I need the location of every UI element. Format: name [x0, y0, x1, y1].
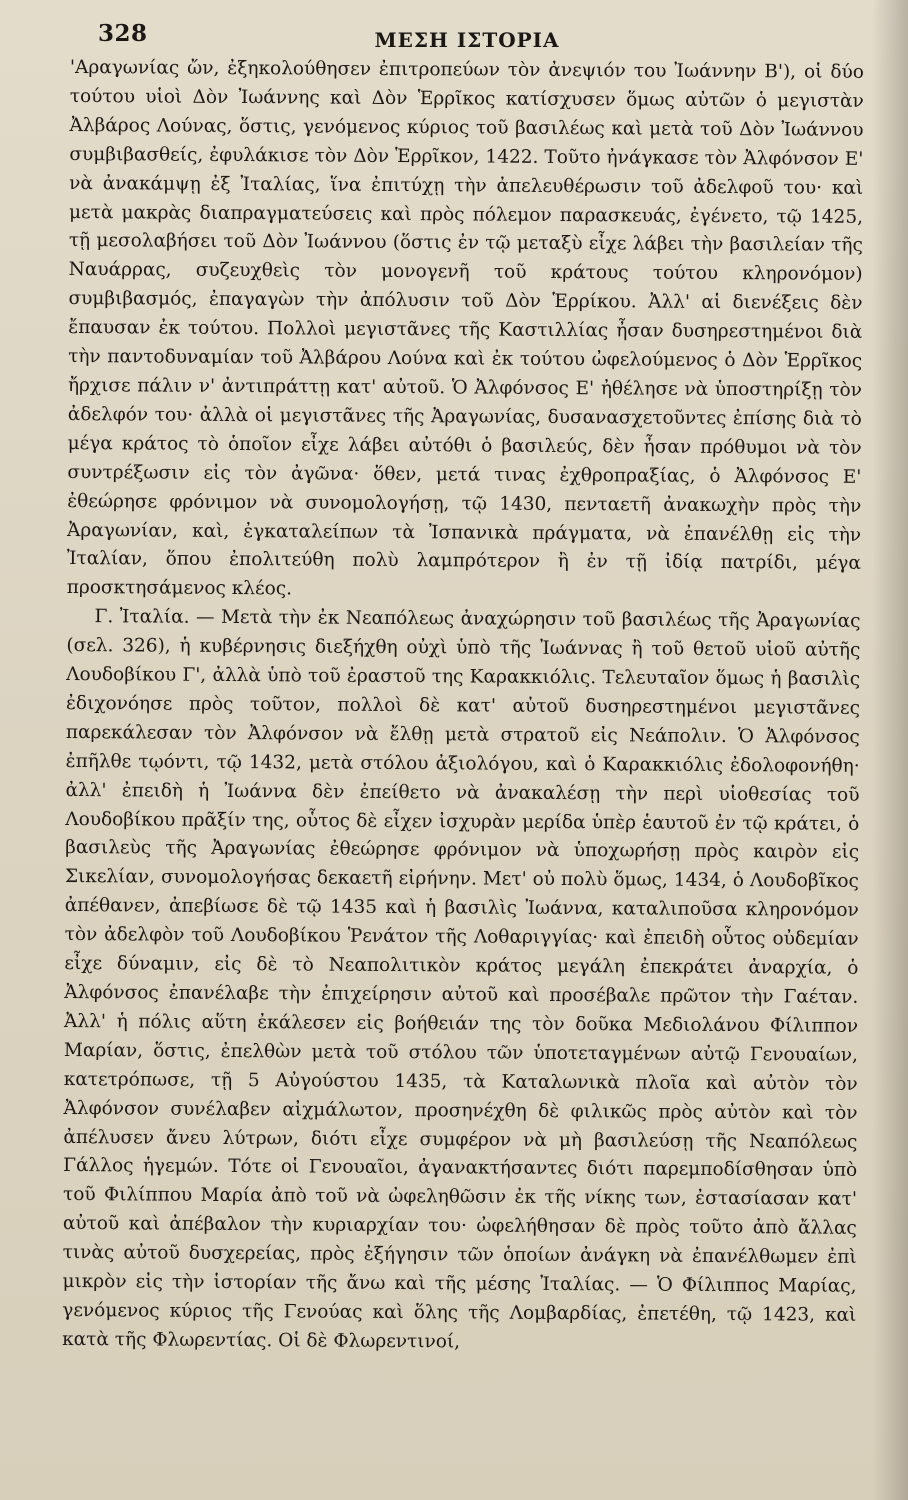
- paragraph-aragon: 'Αραγωνίας ὤν, ἐξηκολούθησεν ἐπιτροπεύων τὸν ἀνεψιόν του Ἰωάννην Β'), οἱ δύο τούτου υἱοὶ Δὸν Ἰωάννης καὶ Δὸν Ἑρρῖκος κατίσχυσεν ὅμως αὐτῶν ὁ μεγιστὰν Ἀλβάρος Λούνας, ὅστις, γενόμενος κύριος τοῦ βασιλέως καὶ μετὰ τοῦ Δὸν Ἰωάννου συμβιβασθείς, ἐφυλάκισε τὸν Δὸν Ἑρρῖκον, 1422. Τοῦτο ἠνάγκασε τὸν Ἀλφόνσον Ε' νὰ ἀνακάμψῃ ἐξ Ἰταλίας, ἵνα ἐπιτύχῃ τὴν ἀπελευθέρωσιν τοῦ ἀδελφοῦ του· καὶ μετὰ μακρὰς διαπραγματεύσεις καὶ πρὸς πόλεμον παρασκευάς, ἐγένετο, τῷ 1425, τῇ μεσολαβήσει τοῦ Δὸν Ἰωάννου (ὅστις ἐν τῷ μεταξὺ εἶχε λάβει τὴν βασιλείαν τῆς Ναυάρρας, συζευχθεὶς τὸν μονογενῆ τοῦ κράτους τούτου κληρονόμον) συμβιβασμός, ἐπαγαγὼν τὴν ἀπόλυσιν τοῦ Δὸν Ἑρρίκου. Ἀλλ' αἱ διενέξεις δὲν ἔπαυσαν ἐκ τούτου. Πολλοὶ μεγιστᾶνες τῆς Καστιλλίας ἦσαν δυσηρεστημένοι διὰ τὴν παντοδυναμίαν τοῦ Ἀλβάρου Λούνα καὶ ἐκ τούτου ὠφελούμενος ὁ Δὸν Ἑρρῖκος ἤρχισε πάλιν ν' ἀντιπράττῃ κατ' αὐτοῦ. Ὁ Ἀλφόνσος Ε' ἠθέλησε νὰ ὑποστηρίξῃ τὸν ἀδελφόν του· ἀλλὰ οἱ μεγιστᾶνες τῆς Ἀραγωνίας, δυσανασχετοῦντες ἐπίσης διὰ τὸ μέγα κράτος τὸ ὁποῖον εἶχε λάβει αὐτόθι ὁ βασιλεύς, δὲν ἦσαν πρόθυμοι νὰ τὸν συντρέξωσιν εἰς τὸν ἀγῶνα· ὅθεν, μετά τινας ἐχθροπραξίας, ὁ Ἀλφόνσος Ε' ἐθεώρησε φρόνιμον νὰ συνομολογήσῃ, τῷ 1430, πενταετῆ ἀνακωχὴν πρὸς τὴν Ἀραγωνίαν, καὶ, ἐγκαταλείπων τὰ Ἰσπανικὰ πράγματα, νὰ ἐπανέλθῃ εἰς τὴν Ἰταλίαν, ὅπου ἐπολιτεύθη πολὺ λαμπρότερον ἢ ἐν τῇ ἰδίᾳ πατρίδι, μέγα προσκτησάμενος κλέος.: [66, 56, 864, 600]
- paragraph-italy-section: Γ. Ἰταλία. — Μετὰ τὴν ἐκ Νεαπόλεως ἀναχώρησιν τοῦ βασιλέως τῆς Ἀραγωνίας (σελ. 326), ἡ κυβέρνησις διεξήχθη οὐχὶ ὑπὸ τῆς Ἰωάννας ἢ τοῦ θετοῦ υἱοῦ αὐτῆς Λουδοβίκου Γ', ἀλλὰ ὑπὸ τοῦ ἐραστοῦ της Καρακκιόλις. Τελευταῖον ὅμως ἡ βασιλὶς ἐδιχονόησε πρὸς τοῦτον, πολλοὶ δὲ κατ' αὐτοῦ δυσηρεστημένοι μεγιστᾶνες παρεκάλεσαν τὸν Ἀλφόνσον νὰ ἔλθῃ μετὰ στρατοῦ εἰς Νεάπολιν. Ὁ Ἀλφόνσος ἐπῆλθε τῳόντι, τῷ 1432, μετὰ στόλου ἀξιολόγου, καὶ ὁ Καρακκιόλις ἐδολοφονήθη· ἀλλ' ἐπειδὴ ἡ Ἰωάννα δὲν ἐπείθετο νὰ ἀνακαλέσῃ τὴν περὶ υἱοθεσίας τοῦ Λουδοβίκου πρᾶξίν της, οὗτος δὲ εἶχεν ἰσχυρὰν μερίδα ὑπὲρ ἑαυτοῦ ἐν τῷ κράτει, ὁ βασιλεὺς τῆς Ἀραγωνίας ἐθεώρησε φρόνιμον νὰ ὑποχωρήσῃ πρὸς καιρὸν εἰς Σικελίαν, συνομολογήσας δεκαετῆ εἰρήνην. Μετ' οὐ πολὺ ὅμως, 1434, ὁ Λουδοβῖκος ἀπέθανεν, ἀπεβίωσε δὲ τῷ 1435 καὶ ἡ βασιλὶς Ἰωάννα, καταλιποῦσα κληρονόμον τὸν ἀδελφὸν τοῦ Λουδοβίκου Ῥενάτον τῆς Λοθαριγγίας· καὶ ἐπειδὴ οὗτος οὐδεμίαν εἶχε δύναμιν, εἰς δὲ τὸ Νεαπολιτικὸν κράτος μεγάλη ἐπεκράτει ἀναρχία, ὁ Ἀλφόνσος ἐπανέλαβε τὴν ἐπιχείρησιν αὐτοῦ καὶ προσέβαλε πρῶτον τὴν Γαέταν. Ἀλλ' ἡ πόλις αὕτη ἐκάλεσεν εἰς βοήθειάν της τὸν δοῦκα Μεδιολάνου Φίλιππον Μαρίαν, ὅστις, ἐπελθὼν μετὰ τοῦ στόλου τῶν ὑποτεταγμένων αὐτῷ Γενουαίων, κατετρόπωσε, τῇ 5 Αὐγούστου 1435, τὰ Καταλωνικὰ πλοῖα καὶ αὐτὸν τὸν Ἀλφόνσον συνέλαβεν αἰχμάλωτον, προσηνέχθη δὲ φιλικῶς πρὸς αὐτὸν καὶ τὸν ἀπέλυσεν ἄνευ λύτρων, διότι εἶχε συμφέρον νὰ μὴ βασιλεύσῃ τῆς Νεαπόλεως Γάλλος ἡγεμών. Τότε οἱ Γενουαῖοι, ἀγανακτήσαντες διότι παρεμποδίσθησαν ὑπὸ τοῦ Φιλίππου Μαρία ἀπὸ τοῦ νὰ ὠφεληθῶσιν ἐκ τῆς νίκης των, ἐστασίασαν κατ' αὐτοῦ καὶ ἀπέβαλον τὴν κυριαρχίαν του· ὠφελήθησαν δὲ πρὸς τοῦτο ἀπὸ ἄλλας τινὰς αὐτοῦ δυσχερείας, πρὸς ἐξήγησιν τῶν ὁποίων ἀνάγκη νὰ ἐπανέλθωμεν ἐπὶ μικρὸν εἰς τὴν ἱστορίαν τῆς ἄνω καὶ τῆς μέσης Ἰταλίας. — Ὁ Φίλιππος Μαρίας, γενόμενος κύριος τῆς Γενούας καὶ ὅλης τῆς Λομβαρδίας, ἐπετέθη, τῷ 1423, καὶ κατὰ τῆς Φλωρεντίας. Οἱ δὲ Φλωρεντινοί,: [62, 606, 861, 1353]
- running-title: ΜΕΣΗ ΙΣΤΟΡΙΑ: [374, 28, 560, 52]
- page-edge-shadow: [872, 0, 908, 1500]
- body-text: [62, 54, 864, 1360]
- page-number: 328: [98, 20, 148, 47]
- page-header: [70, 14, 864, 50]
